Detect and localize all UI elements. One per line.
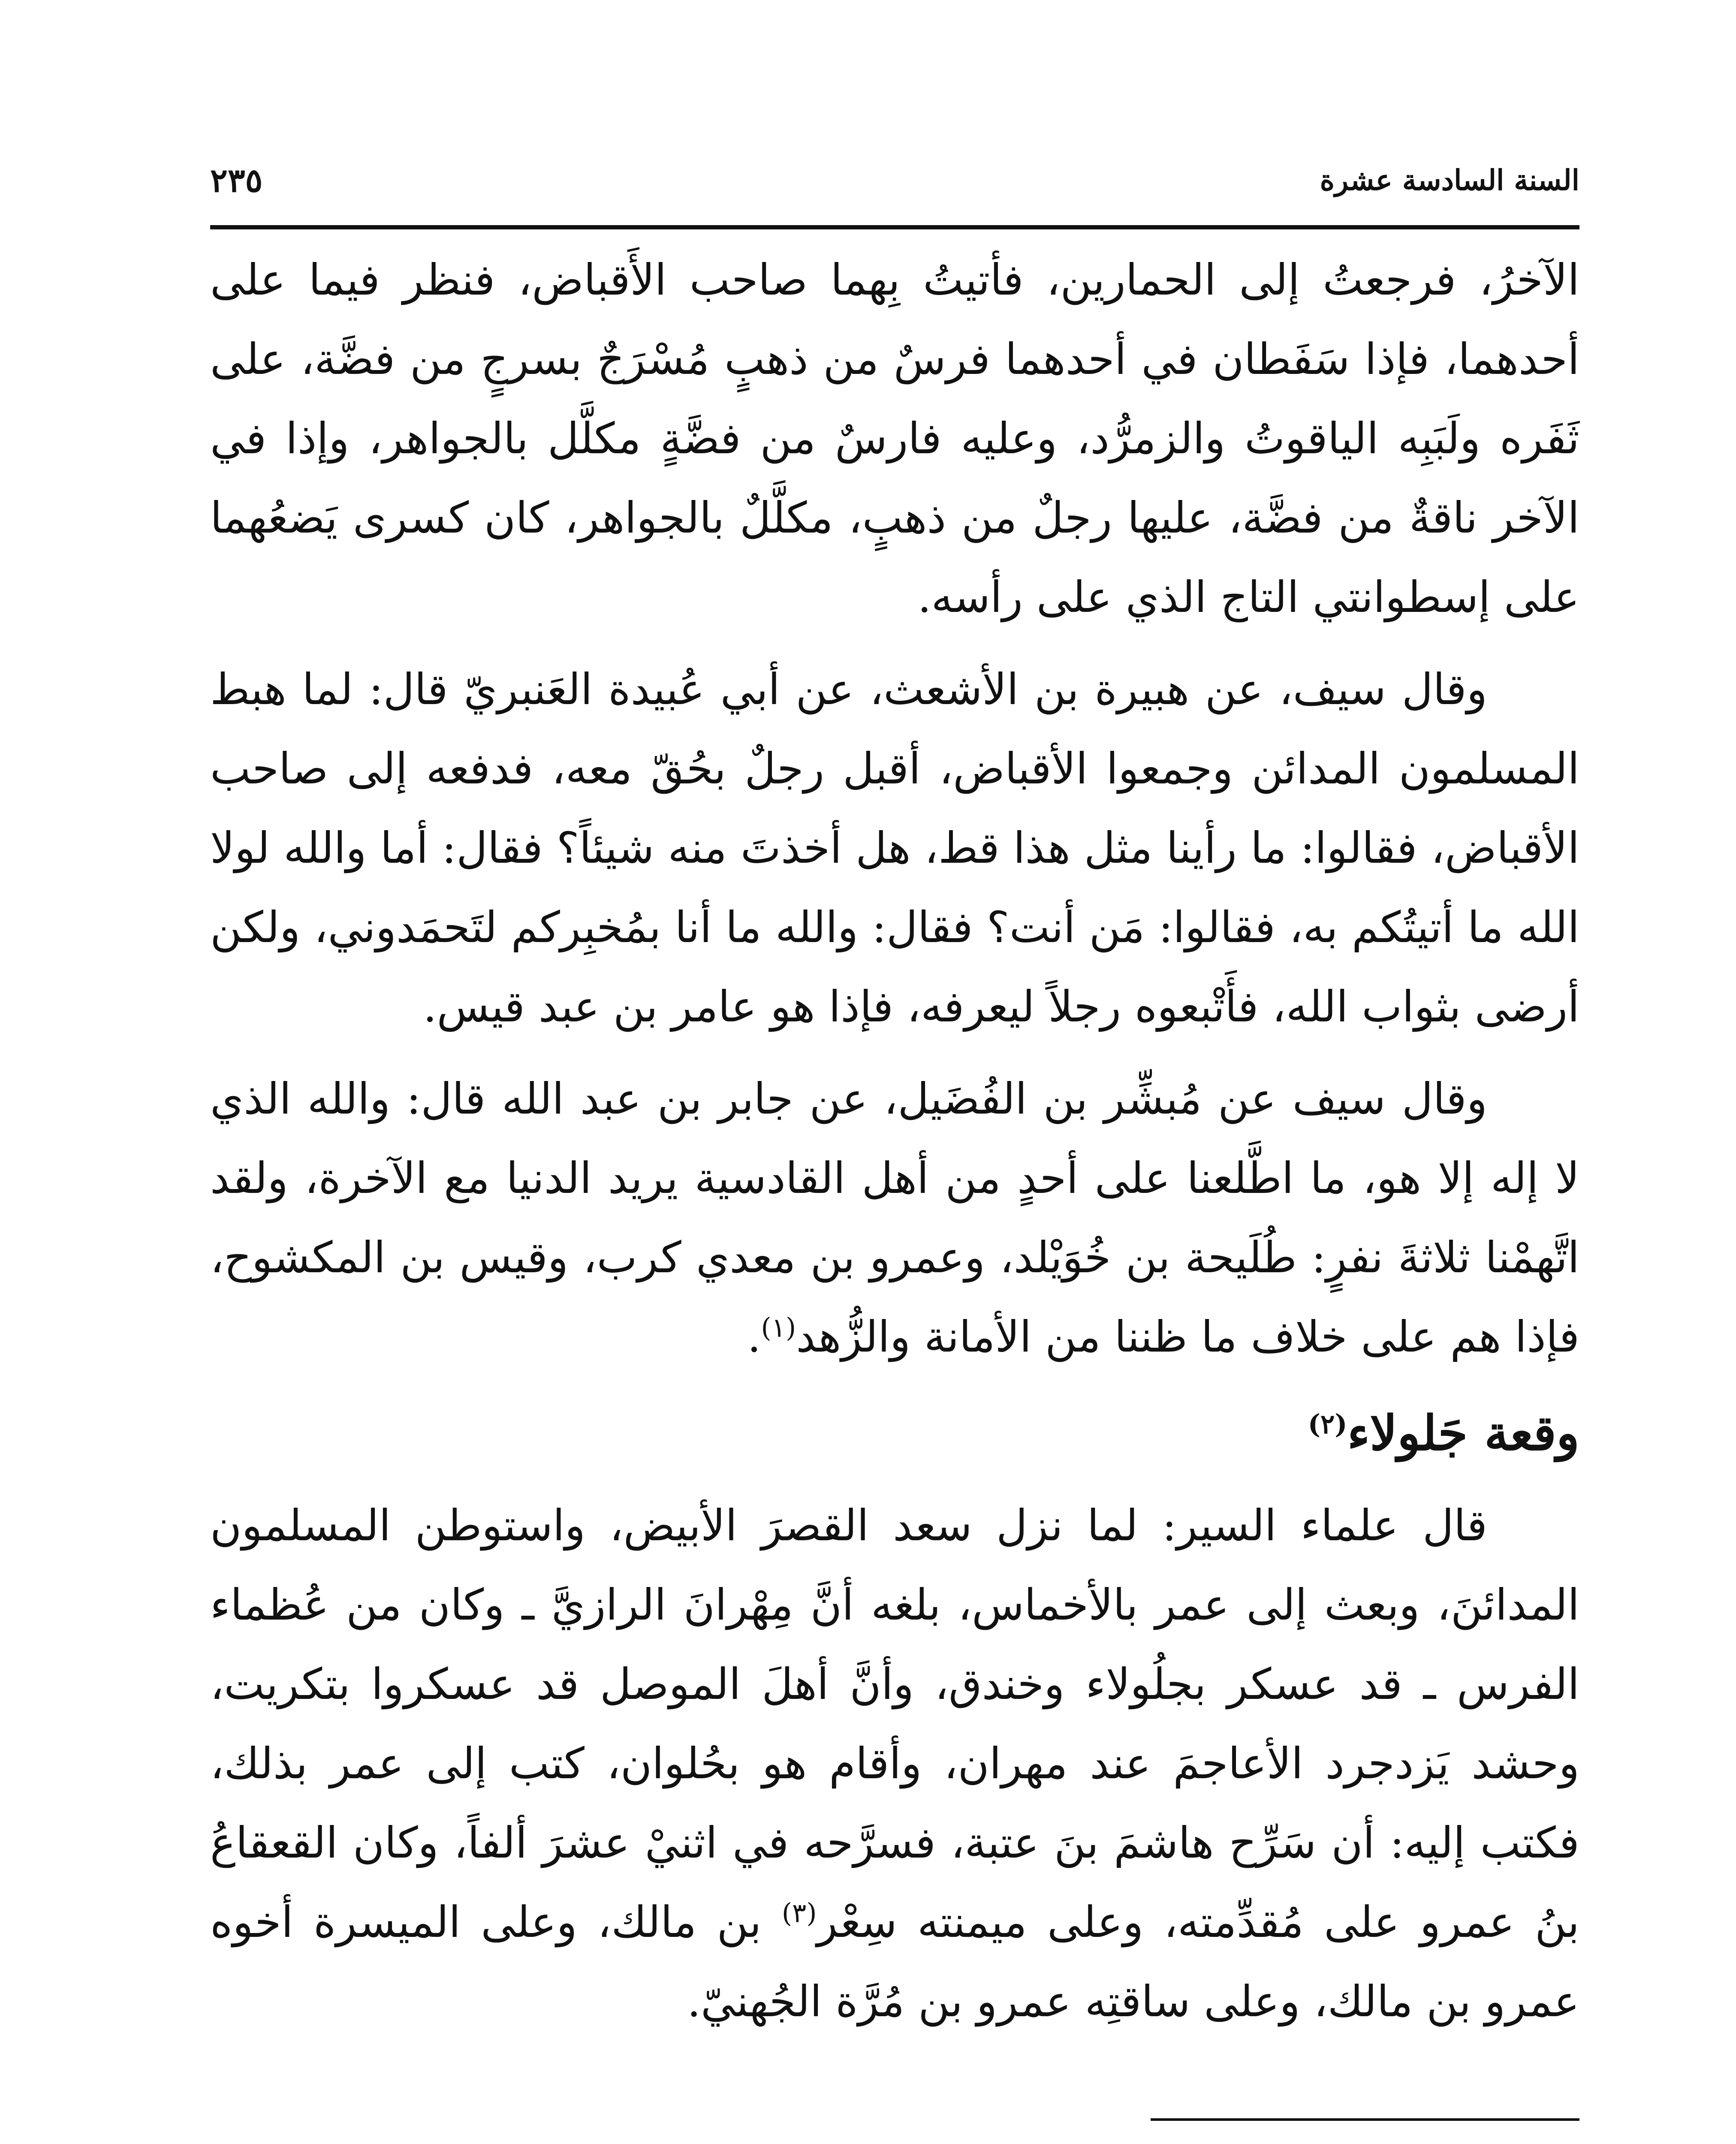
paragraph-4 [210, 1486, 1579, 2041]
main-text [210, 240, 1579, 2041]
running-title: السنة السادسة عشرة [1320, 163, 1579, 197]
paragraph-4-text-b: بن مالك، وعلى الميسرة أخوه عمرو بن مالك، وعلى ساقتِه عمرو بن مُرَّة الجُهنيّ. [210, 1897, 1579, 2027]
footnote-ref-1[interactable]: (١) [761, 1312, 796, 1343]
paragraph-1: الآخرُ، فرجعتُ إلى الحمارين، فأتيتُ بِهما صاحب الأَقباض، فنظر فيما على أحدهما، فإذا سَفَطان في أحدهما فرسٌ من ذهبٍ مُسْرَجٌ بسرجٍ من فضَّة، على ثَفَره ولَبَبِه الياقوتُ والزمرُّد، وعليه فارسٌ من فضَّةٍ مكلَّل بالجواهر، وإذا في الآخر ناقةٌ من فضَّة، عليها رجلٌ من ذهبٍ، مكلَّلٌ بالجواهر، كان كسرى يَضعُهما على إسطوانتي التاج الذي على رأسه. [210, 255, 1579, 622]
paragraph-4-text-a: قال علماء السير: لما نزل سعد القصرَ الأبيض، واستوطن المسلمون المدائنَ، وبعث إلى عمر بالأخماس، بلغه أنَّ مِهْرانَ الرازيَّ ـ وكان من عُظماء الفرس ـ قد عسكر بجلُولاء وخندق، وأنَّ أهلَ الموصل قد عسكروا بتكريت، وحشد يَزدجرد الأعاجمَ عند مهران، وأقام هو بحُلوان، كتب إلى عمر بذلك، فكتب إليه: أن سَرِّح هاشمَ بنَ عتبة، فسرَّحه في اثنيْ عشرَ ألفاً، وكان القعقاعُ بنُ عمرو على مُقدِّمته، وعلى ميمنته سِعْر [210, 1500, 1580, 1947]
paragraph-3-text: وقال سيف عن مُبشِّر بن الفُضَيل، عن جابر بن عبد الله قال: والله الذي لا إله إلا هو، ما اطَّلعنا على أحدٍ من أهل القادسية يريد الدنيا مع الآخرة، ولقد اتَّهمْنا ثلاثةَ نفرٍ: طُلَيحة بن خُوَيْلد، وعمرو بن معدي كرب، وقيس بن المكشوح، فإذا هم على خلاف ما ظننا من الأمانة والزُّهد [210, 1074, 1580, 1362]
footnote-ref-3[interactable]: (٣) [781, 1897, 817, 1929]
footnote-1 [210, 2138, 1579, 2144]
running-head [210, 152, 1579, 208]
header-rule [210, 225, 1579, 229]
footnote-rule [1151, 2118, 1579, 2121]
section-heading [210, 1394, 1579, 1473]
paragraph-3 [210, 1059, 1579, 1376]
page-number: ٢٣٥ [210, 161, 263, 199]
footnotes [210, 2138, 1579, 2144]
paragraph-2: وقال سيف، عن هبيرة بن الأشعث، عن أبي عُبيدة العَنبريّ قال: لما هبط المسلمون المدائن وجمعوا الأقباض، أقبل رجلٌ بحُقّ معه، فدفعه إلى صاحب الأقباض، فقالوا: ما رأينا مثل هذا قط، هل أخذتَ منه شيئاً؟ فقال: أما والله لولا الله ما أتيتُكم به، فقالوا: مَن أنت؟ فقال: والله ما أنا بمُخبِركم لتَحمَدوني، ولكن أرضى بثواب الله، فأَتْبعوه رجلاً ليعرفه، فإذا هو عامر بن عبد قيس. [210, 664, 1579, 1032]
paragraph-3-end: . [747, 1312, 761, 1362]
footnote-ref-2[interactable]: (٢) [1308, 1408, 1347, 1440]
section-heading-text: وقعة جَلولاء [1347, 1405, 1579, 1461]
